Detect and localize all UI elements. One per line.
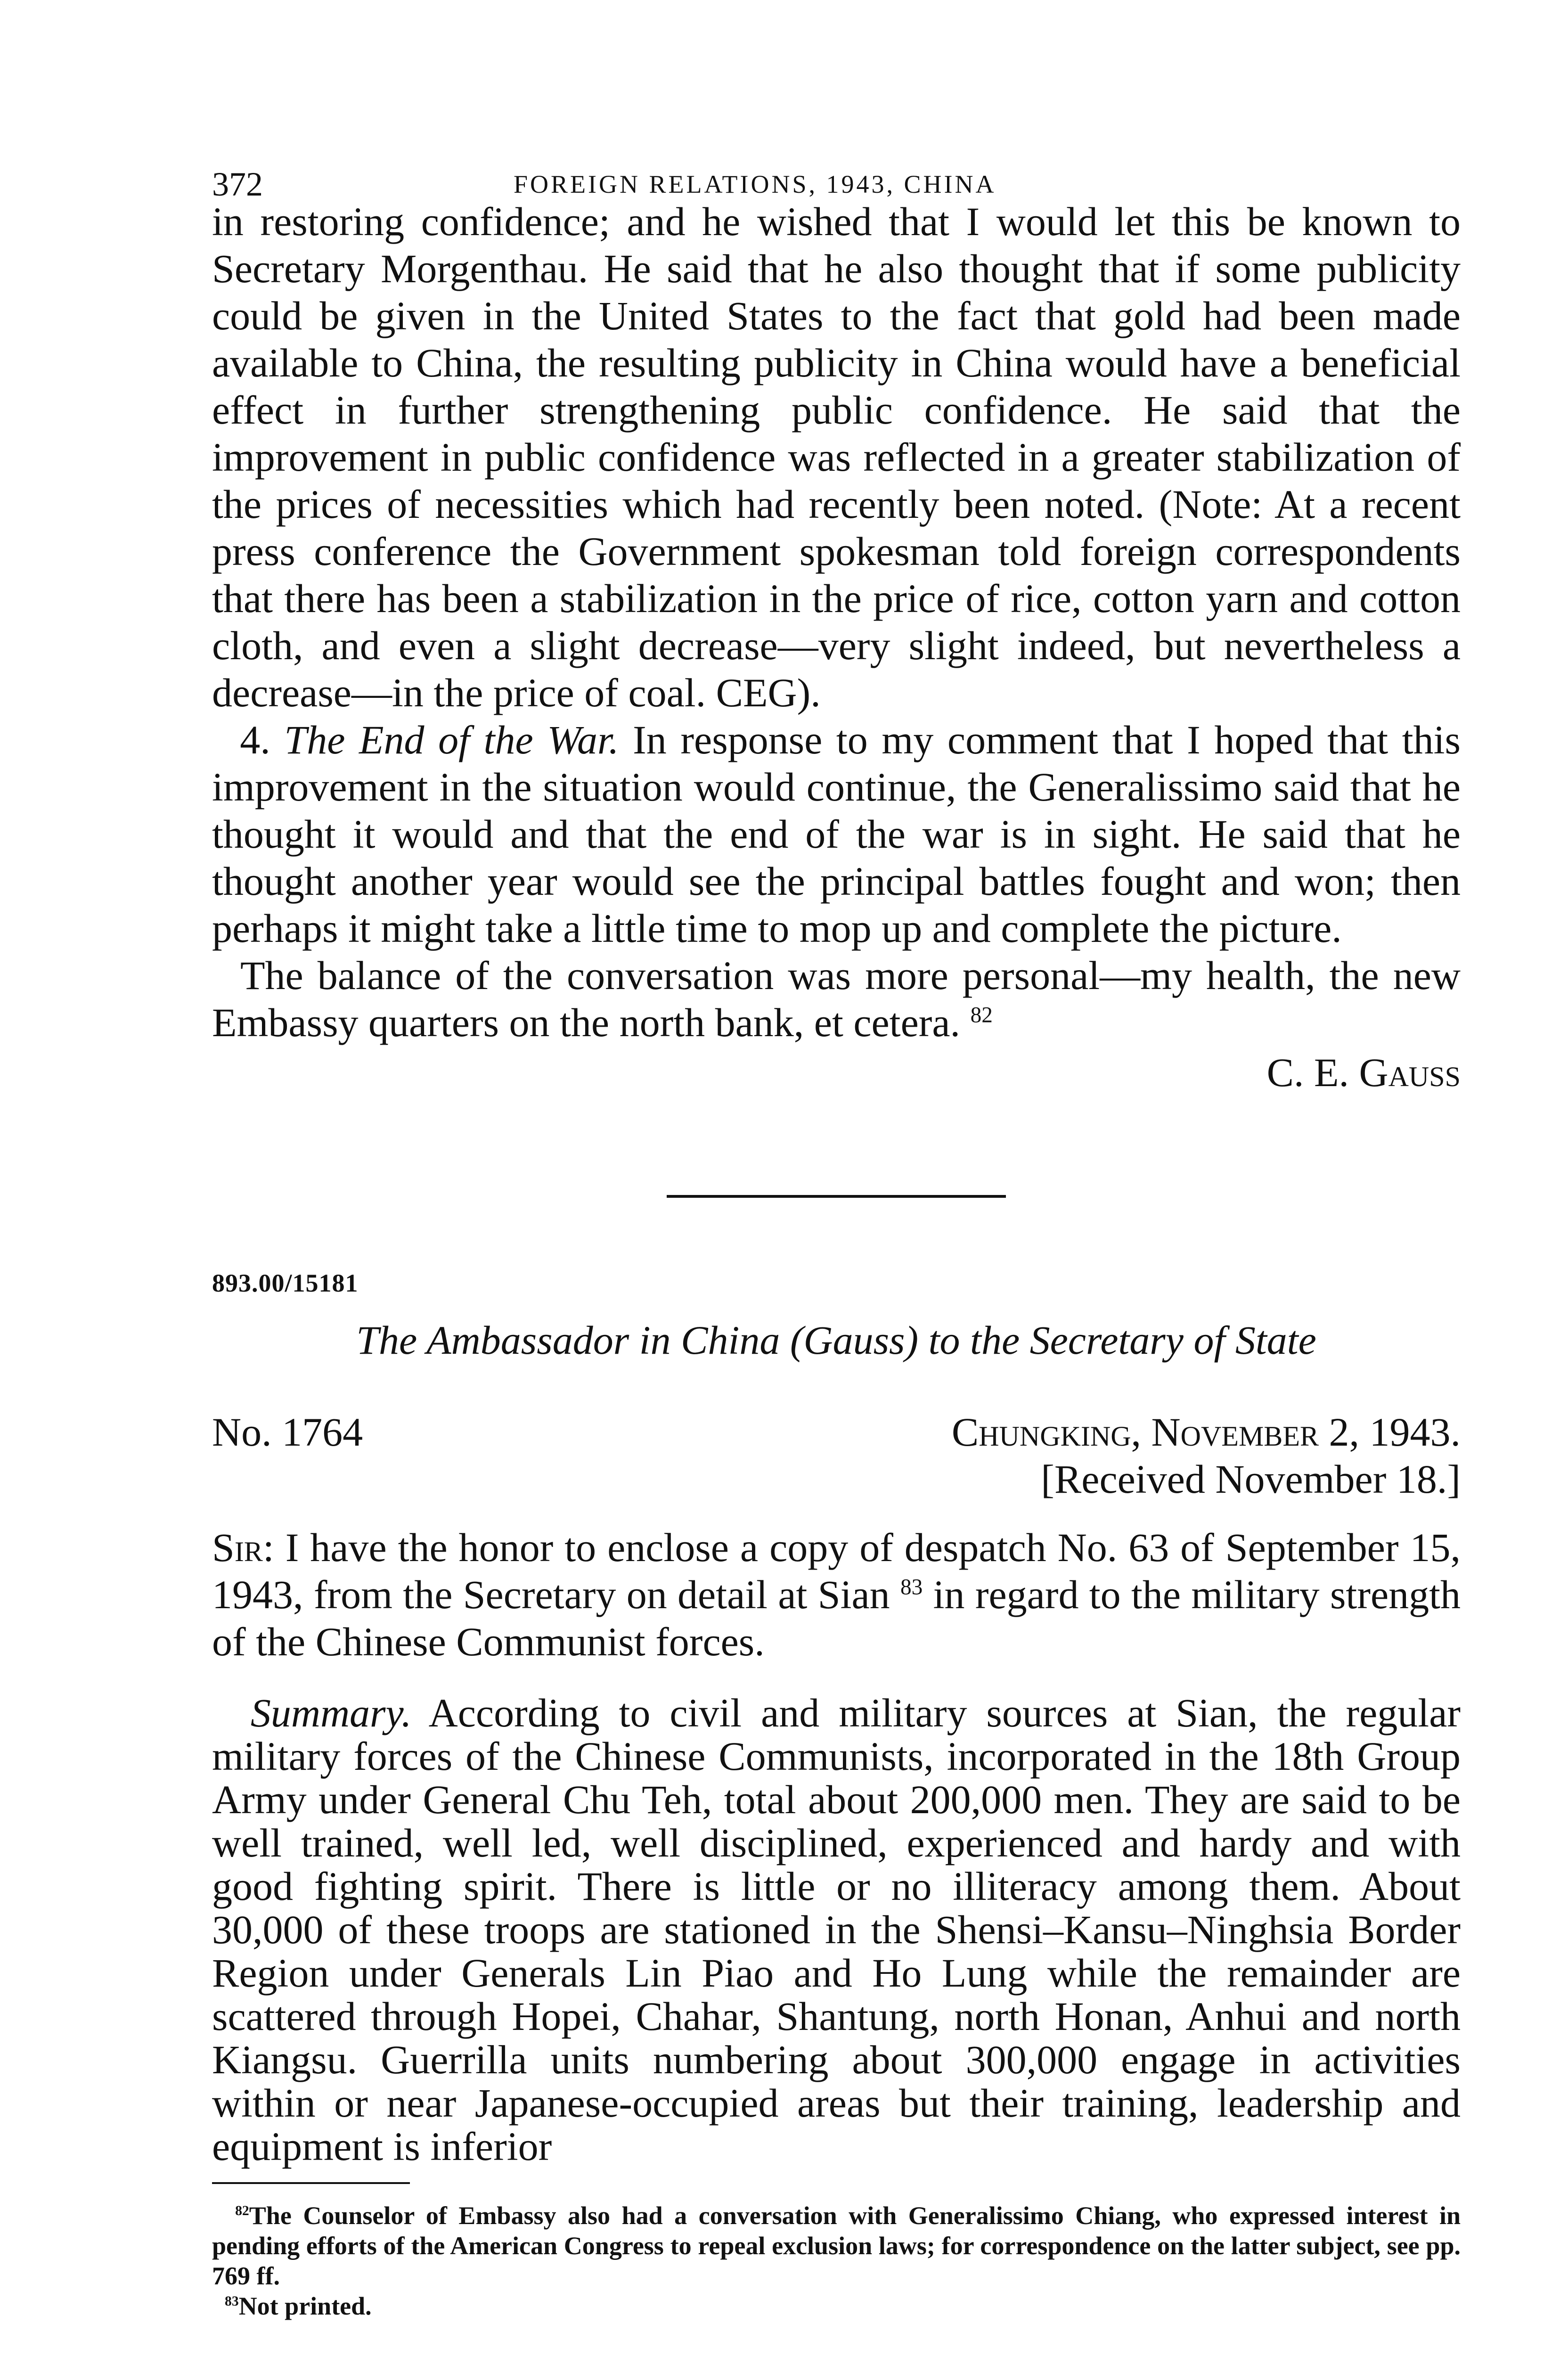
summary-paragraph — [212, 1691, 1461, 2168]
end-of-war-paragraph — [212, 716, 1461, 952]
received-date: [Received November 18.] — [1041, 1456, 1461, 1502]
item-number: 4. — [240, 717, 270, 762]
place-date: Chungking, November 2, 1943. — [951, 1409, 1461, 1455]
footnotes — [212, 2201, 1461, 2321]
footnote-rule — [212, 2182, 410, 2184]
section-divider — [667, 1195, 1006, 1198]
footnote-ref-83: 83 — [900, 1575, 923, 1600]
footnote: $^{82}$The Counselor of Embassy also had a conversation with Generalissimo Chiang, who expressed interest in pending efforts of the American Congress to repeal exclusion laws; for correspondence on the latter subject, see pp. 769 ff. — [212, 2201, 1461, 2290]
salutation: Sir: — [212, 1525, 274, 1570]
item-body: In response to my comment that I hoped that this improvement in the situation would continue, the Generalissimo said that he thought it would and that the end of the war is in sight. He said that he thought another year would see the principal battles fought and won; then perhaps it might take a little time to mop up and complete the picture. — [212, 717, 1461, 951]
signature: C. E. Gauss — [1266, 1050, 1461, 1095]
footnote-ref-82: 82 — [970, 1003, 993, 1028]
footnote: $^{83}$Not printed. — [225, 2292, 372, 2320]
file-number: 893.00/15181 — [212, 1269, 359, 1297]
continued-paragraph: in restoring confidence; and he wished that I would let this be known to Secretary Morgenthau. He said that he also thought that if some publicity could be given in the United States to the fact that gold had been made available to China, the resulting publicity in China would have a beneficial effect in further strengthening public confidence. He said that the improvement in public confidence was reflected in a greater stabilization of the prices of necessities which had recently been noted. (Note: At a recent press conference the Government spokesman told foreign correspondents that there has been a stabilization in the price of rice, cotton yarn and cotton cloth, and even a slight decrease—very slight indeed, but nevertheless a decrease—in the price of coal. CEG). — [212, 199, 1461, 715]
document-number: No. 1764 — [212, 1409, 363, 1455]
page — [212, 141, 1461, 2321]
document-number-line — [212, 1408, 1461, 1456]
summary-label: Summary. — [250, 1690, 412, 1735]
document-title: The Ambassador in China (Gauss) to the Secretary of State — [356, 1317, 1316, 1363]
summary-text: According to civil and military sources at Sian, the regular military forces of the Chinese Communists, incorporated in the 18th Group Army under General Chu Teh, total about 200,000 men. They are said to be well trained, well led, well disciplined, experienced and hardy and with good fighting spirit. There is little or no illiteracy among them. About 30,000 of these troops are stationed in the Shensi–Kansu–Ninghsia Border Region under Generals Lin Piao and Ho Lung while the remainder are scattered through Hopei, Chahar, Shantung, north Honan, Anhui and north Kiangsu. Guerrilla units numbering about 300,000 engage in activities within or near Japanese-occupied areas but their training, leadership and equipment is inferior — [212, 1690, 1461, 2169]
closing-paragraph — [212, 952, 1461, 1046]
letter-body: Sir: I have the honor to enclose a copy of despatch No. 63 of September 15, 1943, from the Secretary on detail at Sian $^{83}$ in regard to the military strength of the Chinese Communist forces. — [212, 1525, 1461, 1664]
running-head — [212, 141, 1461, 203]
closing-text: The balance of the conversation was more personal—my health, the new Embassy quarters on the north bank, et cetera. — [212, 953, 1461, 1045]
page-number: 372 — [212, 165, 263, 203]
running-title: FOREIGN RELATIONS, 1943, CHINA — [514, 170, 996, 198]
item-heading: The End of the War. — [284, 717, 619, 762]
